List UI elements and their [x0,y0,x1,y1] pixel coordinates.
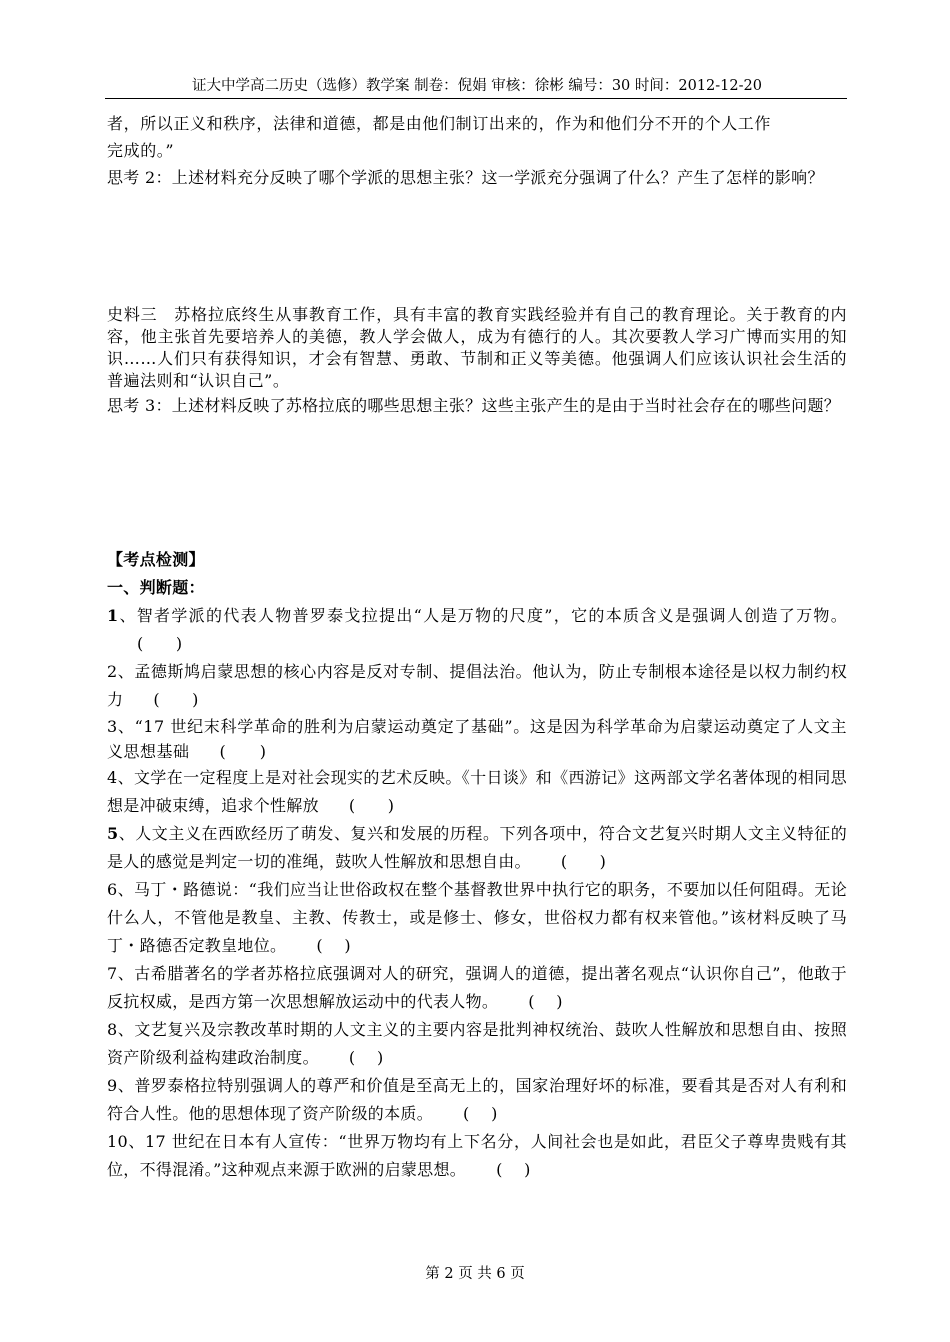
question-text: 、人文主义在西欧经历了萌发、复兴和发展的历程。下列各项中，符合文艺复兴时期人文主义特征的是人的感觉是判定一切的准绳，鼓吹人性解放和思想自由。 [107,824,847,871]
question-text: 、“17 世纪末科学革命的胜利为启蒙运动奠定了基础”。这是因为科学革命为启蒙运动奠定了人文主义思想基础 [107,717,847,761]
question-number: 6 [107,880,118,899]
question-item [107,876,847,960]
answer-blank[interactable]: ( ) [348,796,395,815]
question-text: 、文艺复兴及宗教改革时期的人文主义的主要内容是批判神权统治、鼓吹人性解放和思想自由、按照资产阶级利益构建政治制度。 [107,1020,847,1067]
question-item [107,764,847,820]
header-divider [105,98,847,99]
question-item [107,714,847,764]
question-number: 2 [107,662,118,681]
answer-blank[interactable]: ( ) [463,1104,498,1123]
answer-blank[interactable]: ( ) [528,992,563,1011]
question-number: 10 [107,1132,128,1151]
material3-text: 史料三 苏格拉底终生从事教育工作，具有丰富的教育实践经验并有自己的教育理论。关于教育的内容，他主张首先要培养人的美德，教人学会做人，成为有德行的人。其次要教人学习广博而实用的知识……人们只有获得知识，才会有智慧、勇敢、节制和正义等美德。他强调人们应该认识社会生活的普遍法则和“认识自己”。 [107,305,847,390]
question-number: 3 [107,717,118,736]
page-content [107,110,847,1184]
section-title: 【考点检测】 [107,550,205,569]
question-text: 、古希腊著名的学者苏格拉底强调对人的研究，强调人的道德，提出著名观点“认识你自己”，他敢于反抗权威，是西方第一次思想解放运动中的代表人物。 [107,964,847,1011]
answer-blank[interactable]: ( ) [496,1160,531,1179]
page-header: 证大中学高二历史（选修）教学案 制卷：倪娟 审核：徐彬 编号：30 时间：2012-12-20 [192,78,762,94]
question-number: 8 [107,1020,118,1039]
answer-blank[interactable]: ( ) [560,852,607,871]
question-number: 7 [107,964,118,983]
section-subtitle: 一、判断题： [107,578,205,597]
question-number: 4 [107,768,118,787]
question-list [107,602,847,1184]
question-item [107,658,847,714]
answer-blank[interactable]: ( ) [137,634,183,653]
answer-blank[interactable]: ( ) [348,1048,384,1067]
answer-space-think3 [107,420,847,546]
question-item [107,602,847,658]
question-item [107,1128,847,1184]
question-text: 、文学在一定程度上是对社会现实的艺术反映。《十日谈》和《西游记》这两部文学名著体现的相同思想是冲破束缚，追求个性解放 [107,768,847,815]
question-number: 1 [107,606,119,625]
question-number: 5 [107,824,119,843]
question-item [107,1072,847,1128]
material2-tail-line1: 者，所以正义和秩序，法律和道德，都是由他们制订出来的，作为和他们分不开的个人工作 [107,114,772,133]
answer-space-think2 [107,192,847,304]
think2-question: 思考 2：上述材料充分反映了哪个学派的思想主张？这一学派充分强调了什么？产生了怎样的影响？ [107,168,824,187]
question-item [107,1016,847,1072]
answer-blank[interactable]: ( ) [219,742,267,761]
question-item [107,820,847,876]
page-footer: 第 2 页 共 6 页 [425,1266,525,1282]
think3-question: 思考 3：上述材料反映了苏格拉底的哪些思想主张？这些主张产生的是由于当时社会存在的哪些问题？ [107,396,841,415]
answer-blank[interactable]: ( ) [316,936,351,955]
answer-blank[interactable]: ( ) [153,690,199,709]
question-text: 、普罗泰格拉特别强调人的尊严和价值是至高无上的，国家治理好坏的标准，要看其是否对人有利和符合人性。他的思想体现了资产阶级的本质。 [107,1076,847,1123]
question-text: 、孟德斯鸠启蒙思想的核心内容是反对专制、提倡法治。他认为，防止专制根本途径是以权力制约权力 [107,662,847,709]
question-text: 、17 世纪在日本有人宣传：“世界万物均有上下名分，人间社会也是如此，君臣父子尊卑贵贱有其位，不得混淆。”这种观点来源于欧洲的启蒙思想。 [107,1132,847,1179]
question-item [107,960,847,1016]
question-text: 、智者学派的代表人物普罗泰戈拉提出“人是万物的尺度”，它的本质含义是强调人创造了万物。 [118,606,847,625]
question-number: 9 [107,1076,118,1095]
material2-tail-line2: 完成的。” [107,141,175,160]
question-text: 、马丁・路德说：“我们应当让世俗政权在整个基督教世界中执行它的职务，不要加以任何阻碍。无论什么人，不管他是教皇、主教、传教士，或是修士、修女，世俗权力都有权来管他。”该材料反映了马丁・路德否定教皇地位。 [107,880,847,955]
